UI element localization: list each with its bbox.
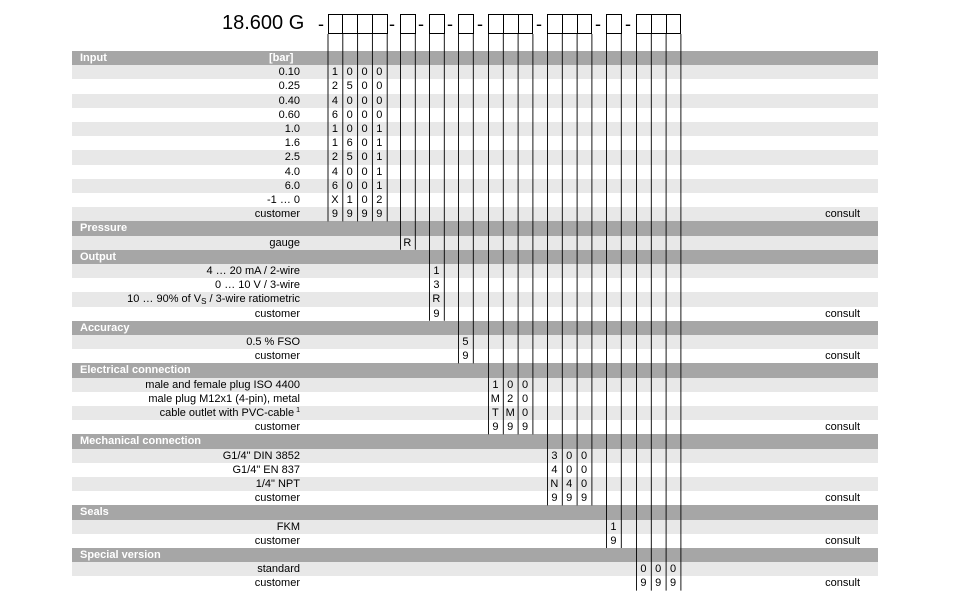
option-row-input xyxy=(72,136,878,150)
code-box-electrical-1 xyxy=(488,14,504,34)
consult-note: consult xyxy=(825,492,860,505)
option-row-input xyxy=(72,94,878,108)
option-code-char: 0 xyxy=(507,378,514,391)
option-label: 10 … 90% of $V_S$ / 3-wire ratiometric xyxy=(127,293,300,307)
option-label: 1.6 xyxy=(284,137,300,150)
option-row-electrical xyxy=(72,420,878,434)
option-code-char: 4 xyxy=(331,165,338,178)
option-label: 0.10 xyxy=(278,66,300,79)
option-code-char: 0 xyxy=(640,563,647,576)
code-box-input-1 xyxy=(328,14,344,34)
option-label: 0 … 10 V / 3-wire xyxy=(215,279,300,292)
option-code-char: 9 xyxy=(462,350,469,363)
option-code-char: 0 xyxy=(346,108,353,121)
option-code-char: 0 xyxy=(566,463,573,476)
section-header-special xyxy=(72,548,878,562)
option-code-char: 9 xyxy=(580,492,588,505)
option-code-char: 0 xyxy=(376,94,383,107)
code-box-mechanical-1 xyxy=(547,14,563,34)
code-separator: - xyxy=(418,14,424,34)
option-label: customer xyxy=(254,577,300,590)
option-row-special xyxy=(72,576,878,590)
section-header-electrical xyxy=(72,363,878,377)
option-row-input xyxy=(72,207,878,221)
option-label: 1/4" NPT xyxy=(255,478,300,490)
option-code-char: 3 xyxy=(551,449,558,462)
option-code-char: 0 xyxy=(346,94,353,107)
option-row-mechanical xyxy=(72,463,878,477)
option-label: male and female plug ISO 4400 xyxy=(145,378,300,391)
code-separator: - xyxy=(536,14,542,34)
option-code-char: 1 xyxy=(376,123,383,135)
option-code-char: 0 xyxy=(361,80,368,93)
section-header-pressure xyxy=(72,221,878,235)
option-label: 0.60 xyxy=(278,108,300,121)
option-code-char: 0 xyxy=(580,449,588,462)
option-label: G1/4" DIN 3852 xyxy=(222,449,300,462)
option-code-char: 9 xyxy=(610,534,617,547)
option-code-char: 2 xyxy=(331,151,338,164)
option-row-input xyxy=(72,193,878,207)
option-row-seals xyxy=(72,534,878,548)
code-box-mechanical-2 xyxy=(562,14,578,34)
option-code-char: 1 xyxy=(492,378,499,391)
code-separator: - xyxy=(389,14,395,34)
option-row-electrical xyxy=(72,378,878,392)
consult-note: consult xyxy=(825,208,860,221)
section-header-seals xyxy=(72,505,878,519)
option-code-char: 0 xyxy=(376,66,383,79)
section-title: Output xyxy=(80,250,117,263)
option-code-char: 1 xyxy=(331,66,338,79)
consult-note: consult xyxy=(825,534,860,547)
option-label: 4 … 20 mA / 2-wire xyxy=(206,265,300,277)
option-label: 4.0 xyxy=(284,165,300,178)
option-row-input xyxy=(72,65,878,79)
option-code-char: 6 xyxy=(331,108,338,121)
code-box-input-4 xyxy=(372,14,388,34)
option-code-char: 2 xyxy=(331,80,338,93)
option-code-char: 2 xyxy=(376,194,383,206)
option-code-char: 5 xyxy=(462,336,469,348)
option-code-char: 0 xyxy=(361,151,368,164)
section-header-output xyxy=(72,250,878,264)
option-code-char: 9 xyxy=(521,421,529,434)
option-code-char: 0 xyxy=(361,165,368,178)
option-code-char: M xyxy=(505,407,515,419)
option-label: gauge xyxy=(269,236,300,249)
section-title: Pressure xyxy=(80,222,128,235)
option-code-char: 9 xyxy=(507,421,514,434)
code-separator: - xyxy=(477,14,483,34)
option-label: male plug M12x1 (4-pin), metal xyxy=(148,392,300,405)
option-label: 0.25 xyxy=(278,80,300,93)
code-separator: - xyxy=(318,14,324,34)
option-row-output xyxy=(72,264,878,278)
option-row-special xyxy=(72,562,878,576)
option-code-char: 9 xyxy=(346,208,353,221)
code-box-output-1 xyxy=(429,14,445,34)
code-box-pressure-1 xyxy=(400,14,416,34)
option-code-char: 6 xyxy=(331,179,338,192)
option-label: 0.5 % FSO xyxy=(246,336,300,348)
code-box-input-2 xyxy=(342,14,358,34)
option-code-char: 0 xyxy=(361,94,368,107)
code-box-electrical-2 xyxy=(503,14,519,34)
option-code-char: 0 xyxy=(361,108,368,121)
option-label: customer xyxy=(254,350,300,363)
code-box-input-3 xyxy=(357,14,373,34)
option-label: cable outlet with PVC-cable $^1$ xyxy=(159,407,300,419)
code-box-seals-1 xyxy=(606,14,622,34)
section-title: Mechanical connection xyxy=(80,435,202,448)
option-code-char: R xyxy=(432,293,441,306)
option-code-char: 0 xyxy=(361,123,368,135)
product-code: 18.600 G xyxy=(222,12,305,34)
option-code-char: 1 xyxy=(376,137,383,150)
code-box-special-1 xyxy=(636,14,652,34)
option-code-char: 0 xyxy=(361,66,368,79)
option-code-char: 9 xyxy=(640,577,647,590)
option-row-pressure xyxy=(72,236,878,250)
section-title: Electrical connection xyxy=(80,364,191,377)
section-title: Accuracy xyxy=(80,321,130,334)
option-label: G1/4" EN 837 xyxy=(232,463,300,476)
option-code-char: 1 xyxy=(346,194,353,206)
option-code-char: 0 xyxy=(566,449,573,462)
option-code-char: M xyxy=(490,392,500,405)
section-title: Seals xyxy=(80,506,109,519)
code-separator: - xyxy=(625,14,631,34)
option-label: customer xyxy=(254,208,300,221)
option-code-char: 0 xyxy=(669,563,677,576)
section-header-input xyxy=(72,51,878,65)
option-code-char: 9 xyxy=(331,208,338,221)
option-code-char: 0 xyxy=(346,165,353,178)
option-code-char: 1 xyxy=(331,123,338,135)
option-row-accuracy xyxy=(72,335,878,349)
option-code-char: 0 xyxy=(580,463,588,476)
option-code-char: N xyxy=(550,478,559,490)
option-code-char: 1 xyxy=(610,520,617,533)
option-label: 1.0 xyxy=(284,123,300,135)
option-code-char: 0 xyxy=(376,108,383,121)
option-code-char: 9 xyxy=(669,577,677,590)
option-code-char: 1 xyxy=(376,151,383,164)
option-code-char: R xyxy=(403,236,412,249)
option-code-char: 0 xyxy=(361,179,368,192)
option-code-char: 9 xyxy=(361,208,368,221)
option-code-char: 0 xyxy=(361,194,368,206)
option-row-input xyxy=(72,165,878,179)
option-row-input xyxy=(72,179,878,193)
code-separator: - xyxy=(447,14,453,34)
option-code-char: 4 xyxy=(551,463,558,476)
option-code-char: 1 xyxy=(433,265,440,277)
option-row-mechanical xyxy=(72,491,878,505)
option-code-char: 0 xyxy=(655,563,662,576)
option-label: FKM xyxy=(276,520,300,533)
option-code-char: 5 xyxy=(346,151,353,164)
option-row-mechanical xyxy=(72,449,878,463)
option-label: 2.5 xyxy=(284,151,300,164)
option-code-char: 2 xyxy=(507,392,514,405)
code-box-accuracy-1 xyxy=(458,14,474,34)
option-code-char: 9 xyxy=(655,577,662,590)
option-row-mechanical xyxy=(72,477,878,491)
option-code-char: 4 xyxy=(331,94,338,107)
option-code-char: 0 xyxy=(346,179,353,192)
option-label: 0.40 xyxy=(278,94,300,107)
section-header-accuracy xyxy=(72,321,878,335)
section-unit: [bar] xyxy=(269,52,294,64)
option-code-char: 9 xyxy=(551,492,558,505)
section-header-mechanical xyxy=(72,434,878,448)
consult-note: consult xyxy=(825,577,860,590)
option-code-char: 9 xyxy=(492,421,499,434)
option-label: customer xyxy=(254,421,300,434)
code-separator: - xyxy=(595,14,601,34)
option-code-char: 0 xyxy=(361,137,368,150)
option-code-char: 6 xyxy=(346,137,353,150)
option-code-char: 9 xyxy=(433,307,440,320)
option-row-seals xyxy=(72,520,878,534)
option-row-accuracy xyxy=(72,349,878,363)
option-label: customer xyxy=(254,534,300,547)
option-code-char: 0 xyxy=(521,392,529,405)
option-code-char: 0 xyxy=(521,407,529,419)
option-code-char: 0 xyxy=(346,123,353,135)
option-code-char: 0 xyxy=(376,80,383,93)
option-row-electrical xyxy=(72,406,878,420)
option-code-char: T xyxy=(492,407,499,419)
code-box-special-2 xyxy=(651,14,667,34)
section-title: Input xyxy=(80,52,107,64)
consult-note: consult xyxy=(825,350,860,363)
option-label: -1 … 0 xyxy=(266,194,300,206)
consult-note: consult xyxy=(825,421,860,434)
option-code-char: X xyxy=(331,194,339,206)
consult-note: consult xyxy=(825,307,860,320)
option-row-input xyxy=(72,108,878,122)
option-code-char: 1 xyxy=(376,179,383,192)
option-code-char: 9 xyxy=(566,492,573,505)
option-code-char: 5 xyxy=(346,80,353,93)
code-box-special-3 xyxy=(666,14,682,34)
option-row-output xyxy=(72,307,878,321)
option-code-char: 0 xyxy=(580,478,588,490)
code-box-mechanical-3 xyxy=(577,14,593,34)
code-box-electrical-3 xyxy=(518,14,534,34)
option-label: standard xyxy=(257,563,300,576)
option-row-input xyxy=(72,79,878,93)
section-title: Special version xyxy=(80,549,161,561)
option-row-input xyxy=(72,122,878,136)
option-code-char: 3 xyxy=(433,279,440,292)
option-code-char: 0 xyxy=(346,66,353,79)
option-label: 6.0 xyxy=(284,179,300,192)
option-row-electrical xyxy=(72,392,878,406)
option-code-char: 1 xyxy=(331,137,338,150)
option-code-char: 9 xyxy=(376,208,383,221)
option-label: customer xyxy=(254,492,300,505)
option-code-char: 4 xyxy=(566,478,573,490)
option-row-output xyxy=(72,278,878,292)
option-code-char: 0 xyxy=(521,378,529,391)
option-code-char: 1 xyxy=(376,165,383,178)
option-row-input xyxy=(72,150,878,164)
option-label: customer xyxy=(254,307,300,320)
option-row-output xyxy=(72,292,878,306)
